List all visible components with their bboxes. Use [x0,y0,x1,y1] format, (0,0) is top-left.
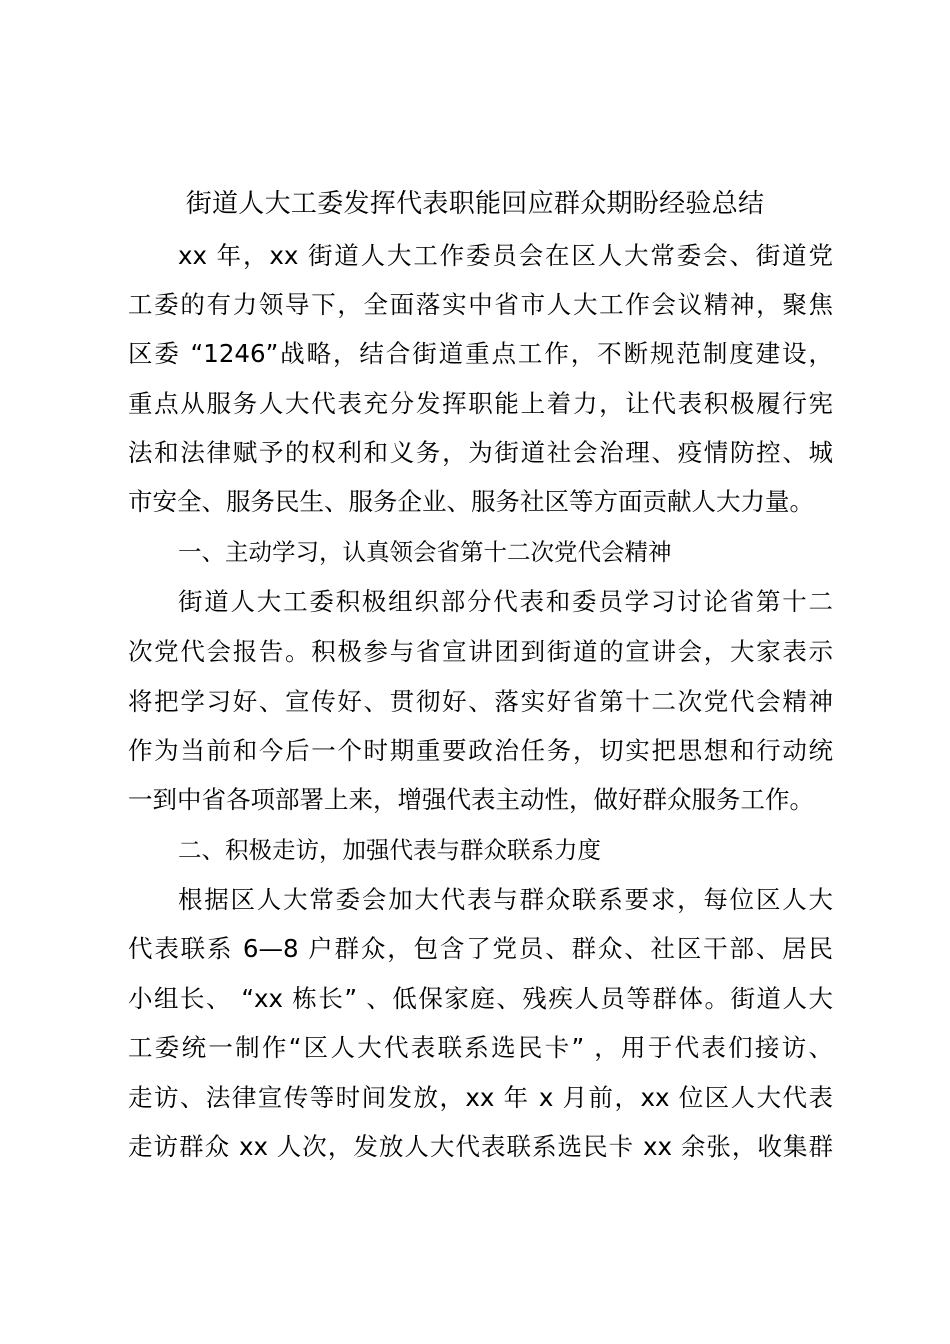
intro-line: 重点从服务人大代表充分发挥职能上着力，让代表积极履行宪 [128,389,833,418]
section-2-line: 走访群众 xx 人次，发放人大代表联系选民卡 xx 余张，收集群 [128,1132,833,1161]
section-1-line: 一到中省各项部署上来，增强代表主动性，做好群众服务工作。 [128,785,814,814]
document-title: 街道人大工委发挥代表职能回应群众期盼经验总结 [185,189,765,219]
section-2-line: 代表联系 6—8 户群众，包含了党员、群众、社区干部、居民 [128,934,833,963]
intro-line: 法和法律赋予的权利和义务，为街道社会治理、疫情防控、城 [128,438,833,467]
section-2-line: 走访、法律宣传等时间发放，xx 年 x 月前，xx 位区人大代表 [128,1083,833,1112]
intro-line: 工委的有力领导下，全面落实中省市人大工作会议精神，聚焦 [128,290,833,319]
section-2-line: 根据区人大常委会加大代表与群众联系要求，每位区人大 [178,885,833,914]
section-1-heading: 一、主动学习，认真领会省第十二次党代会精神 [178,538,672,566]
section-2-heading: 二、积极走访，加强代表与群众联系力度 [178,836,601,864]
section-1-line: 次党代会报告。积极参与省宣讲团到街道的宣讲会，大家表示 [128,637,833,666]
intro-line: xx 年，xx 街道人大工作委员会在区人大常委会、街道党 [178,241,833,270]
section-1-line: 街道人大工委积极组织部分代表和委员学习讨论省第十二 [178,587,833,616]
intro-line: 市安全、服务民生、服务企业、服务社区等方面贡献人大力量。 [128,487,814,516]
section-1-line: 将把学习好、宣传好、贯彻好、落实好省第十二次党代会精神 [128,687,833,716]
intro-line: 区委 “1246”战略，结合街道重点工作，不断规范制度建设， [128,339,833,368]
section-1-line: 作为当前和今后一个时期重要政治任务，切实把思想和行动统 [128,736,833,765]
section-2-line: 工委统一制作“区人大代表联系选民卡” ，用于代表们接访、 [128,1033,833,1062]
section-2-line: 小组长、 “xx 栋长” 、低保家庭、残疾人员等群体。街道人大 [128,984,833,1013]
